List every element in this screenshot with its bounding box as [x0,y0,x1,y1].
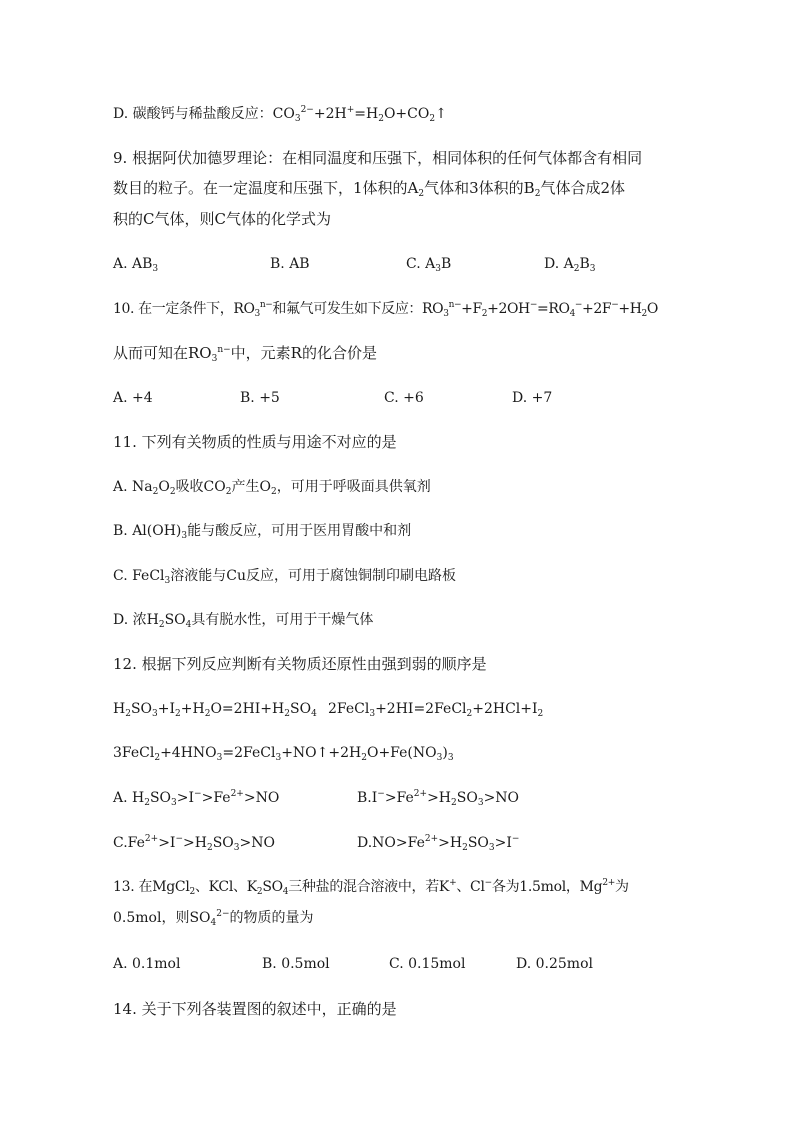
q9-stem-line2: 数目的粒子。在一定温度和压强下，1体积的$A_2$气体和3体积的$B_2$气体合成2体 [113,179,625,199]
q13-stem-line2: 0.5mol，则$SO_4^{2-}$的物质的量为 [113,909,314,928]
q13-stem-line1: 13. 在MgCl$_2$、KCl、$K_2SO_4$三种盐的混合溶液中，若K+、Cl−各为1.5mol，$Mg^{2+}$为 [113,878,629,897]
q10-option-c: C. +6 [384,390,424,406]
q11-option-d: D. 浓$H_2SO_4$具有脱水性，可用于干燥气体 [113,612,374,630]
q13-option-d: D. 0.25mol [516,956,593,972]
q13-option-a: A. 0.1mol [113,956,181,972]
q10-option-b: B. +5 [240,390,280,406]
q9-option-c: C. $A_3B$ [406,256,452,274]
q13-option-b: B. 0.5mol [262,956,330,972]
q10-stem-line2: 从而可知在$RO_3^{n-}$中，元素R的化合价是 [113,344,377,364]
q11-option-c: C. FeCl$_3$溶液能与Cu反应，可用于腐蚀铜制印刷电路板 [113,568,457,586]
q12-option-c: $C.Fe^{2+}>I^->H_2SO_3>NO$ [113,834,275,853]
q9-option-d: D. $A_2B_3$ [544,256,596,274]
q12-equation-1: $H_2SO_3+I_2+H_2O=2HI+H_2SO_4$ [113,701,317,719]
q10-option-d: D. +7 [512,390,553,406]
q12-option-a: A. $H_2SO_3>I^->Fe^{2+}>NO$ [113,789,280,808]
q12-option-b: $B.I^->Fe^{2+}>H_2SO_3>NO$ [357,789,520,808]
q14-stem: 14. 关于下列各装置图的叙述中，正确的是 [113,1000,397,1018]
q12-equation-3: $3FeCl_2+4HNO_3=2FeCl_3+NO↑+2H_2O+Fe(NO_3)_3$ [113,745,454,763]
q9-option-b: B. AB [270,256,310,272]
q11-stem: 11. 下列有关物质的性质与用途不对应的是 [113,433,397,451]
q12-stem: 12. 根据下列反应判断有关物质还原性由强到弱的顺序是 [113,655,487,673]
q10-option-a: A. +4 [113,390,153,406]
q11-option-b: B. $Al(OH)_3$能与酸反应，可用于医用胃酸中和剂 [113,523,412,541]
q8-option-d: D. 碳酸钙与稀盐酸反应：$CO_3^{2-}+2H^+=H_2O+CO_2↑$ [113,105,447,124]
q12-option-d: $D.NO>Fe^{2+}>H_2SO_3>I^-$ [357,834,520,853]
q9-stem-line1: 9. 根据阿伏加德罗理论：在相同温度和压强下，相同体积的任何气体都含有相同 [113,149,643,167]
q9-stem-line3: 积的C气体，则C气体的化学式为 [113,210,331,228]
q12-equation-2: $2FeCl_3+2HI=2FeCl_2+2HCl+I_2$ [328,701,544,719]
q11-option-a: A. $Na_2O_2$吸收$CO_2$产生$O_2$，可用于呼吸面具供氧剂 [113,479,431,497]
q13-option-c: C. 0.15mol [389,956,466,972]
q9-option-a: A. $AB_3$ [113,256,159,274]
q10-stem-line1: 10. 在一定条件下，$RO_3^{n-}$和氟气可发生如下反应：$RO_3^{n-}+F_2+2OH^-=RO_4^-+2F^-+H_2O$ [113,300,658,319]
